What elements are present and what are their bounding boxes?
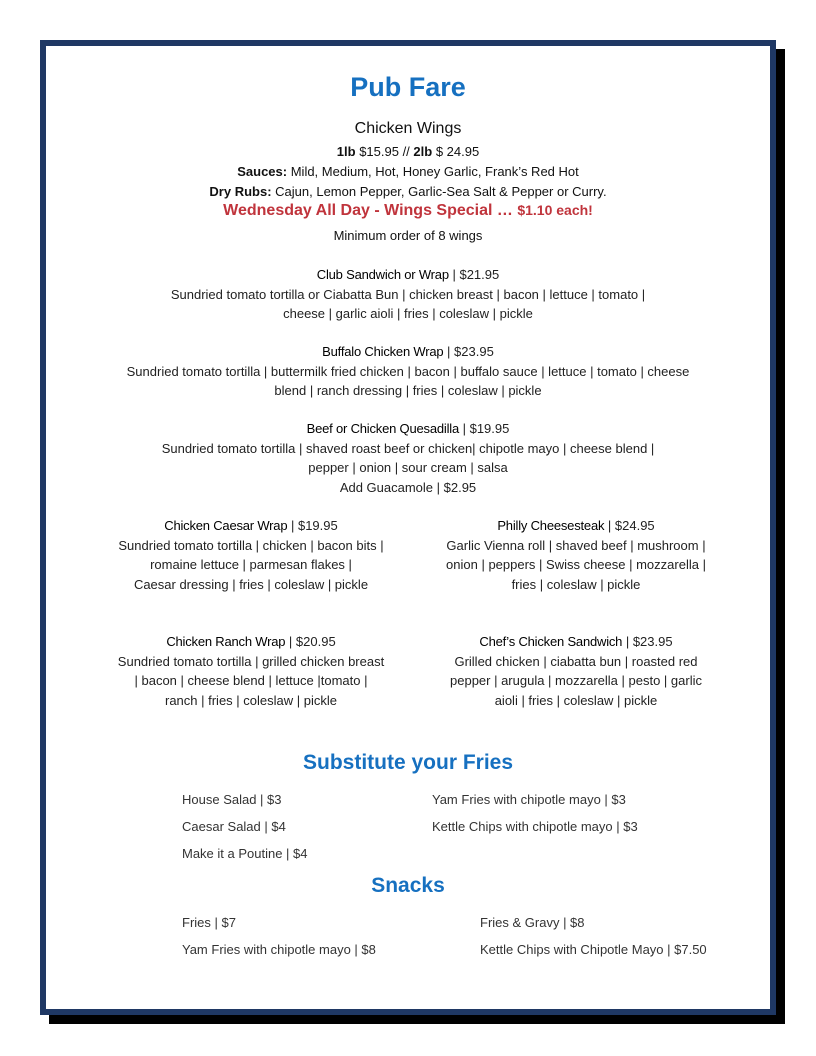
item-name: Chicken Ranch Wrap [166, 634, 286, 649]
item-description: Sundried tomato tortilla | shaved roast beef or chicken| chipotle mayo | cheese blend | [161, 440, 655, 456]
wings-1lb-label: 1lb [336, 144, 356, 159]
item-price: | $21.95 [448, 267, 500, 282]
item-description: Sundried tomato tortilla or Ciabatta Bun | chicken breast | bacon | lettuce | tomato | [170, 286, 646, 302]
snack-item: Fries | $7 [182, 915, 236, 930]
menu-item-caesar [86, 516, 416, 594]
item-description: Caesar dressing | fries | coleslaw | pickle [133, 576, 369, 592]
menu-item-ranch [86, 632, 416, 710]
rubs-text: Cajun, Lemon Pepper, Garlic-Sea Salt & Pepper or Curry. [271, 184, 607, 199]
wings-rubs [46, 182, 770, 201]
page-title: Pub Fare [350, 72, 466, 102]
wings-1lb-price: $15.95 // [355, 144, 414, 159]
sauces-label: Sauces: [237, 164, 288, 179]
item-description: onion | peppers | Swiss cheese | mozzarella | [446, 557, 706, 572]
snacks-title: Snacks [371, 874, 445, 897]
item-name: Buffalo Chicken Wrap [322, 344, 444, 359]
snack-item: Fries & Gravy | $8 [480, 915, 585, 930]
snack-item: Kettle Chips with Chipotle Mayo | $7.50 [480, 942, 707, 957]
wings-sauces [46, 162, 770, 181]
menu-item-club [46, 265, 770, 324]
item-description: blend | ranch dressing | fries | coleslaw | pickle [274, 383, 542, 398]
item-description: Garlic Vienna roll | shaved beef | mushroom | [446, 537, 706, 553]
special-price: $1.10 each! [517, 202, 593, 218]
item-description: Sundried tomato tortilla | buttermilk fried chicken | bacon | buffalo sauce | lettuce | tomato | cheese [126, 363, 690, 379]
item-description: Grilled chicken | ciabatta bun | roasted red [454, 653, 698, 669]
wings-minimum: Minimum order of 8 wings [333, 228, 483, 243]
item-price: | $23.95 [622, 634, 673, 649]
substitute-item: Kettle Chips with chipotle mayo | $3 [432, 819, 638, 834]
menu-page [40, 40, 776, 1015]
rubs-label: Dry Rubs: [209, 184, 272, 199]
item-description: cheese | garlic aioli | fries | coleslaw | pickle [283, 306, 533, 321]
item-name: Beef or Chicken Quesadilla [306, 421, 459, 436]
special-main: Wednesday All Day - Wings Special … [223, 202, 518, 219]
menu-item-buffalo [46, 342, 770, 401]
item-price: | $20.95 [285, 634, 336, 649]
wings-2lb-price: $ 24.95 [432, 144, 480, 159]
menu-item-quesadilla [46, 419, 770, 497]
wings-special [46, 202, 770, 220]
substitute-item: House Salad | $3 [182, 792, 282, 807]
item-description: Sundried tomato tortilla | chicken | bacon bits | [118, 537, 384, 553]
item-addon: Add Guacamole | $2.95 [339, 479, 477, 495]
item-description: fries | coleslaw | pickle [511, 576, 641, 592]
substitute-item: Yam Fries with chipotle mayo | $3 [432, 792, 626, 807]
item-name: Chicken Caesar Wrap [164, 518, 288, 533]
item-price: | $24.95 [604, 518, 655, 533]
item-description: romaine lettuce | parmesan flakes | [150, 557, 352, 572]
item-price: | $19.95 [287, 518, 338, 533]
item-name: Club Sandwich or Wrap [316, 267, 449, 282]
item-name: Chef’s Chicken Sandwich [479, 634, 623, 649]
menu-item-chefs [426, 632, 726, 710]
menu-item-philly [426, 516, 726, 594]
item-description: pepper | arugula | mozzarella | pesto | garlic [450, 673, 702, 688]
substitute-title: Substitute your Fries [302, 751, 514, 774]
item-price: | $19.95 [458, 421, 510, 436]
item-description: aioli | fries | coleslaw | pickle [494, 692, 658, 708]
item-description: ranch | fries | coleslaw | pickle [165, 692, 337, 708]
wings-prices [46, 142, 770, 161]
item-description: pepper | onion | sour cream | salsa [308, 460, 508, 475]
substitute-item: Caesar Salad | $4 [182, 819, 286, 834]
item-price: | $23.95 [443, 344, 494, 359]
sauces-text: Mild, Medium, Hot, Honey Garlic, Frank’s Red Hot [287, 164, 579, 179]
substitute-item: Make it a Poutine | $4 [182, 846, 308, 861]
item-description: | bacon | cheese blend | lettuce |tomato | [134, 673, 368, 688]
wings-2lb-label: 2lb [413, 144, 433, 159]
item-description: Sundried tomato tortilla | grilled chicken breast [117, 653, 385, 669]
snack-item: Yam Fries with chipotle mayo | $8 [182, 942, 376, 957]
wings-title: Chicken Wings [354, 120, 462, 137]
item-name: Philly Cheesesteak [497, 518, 605, 533]
